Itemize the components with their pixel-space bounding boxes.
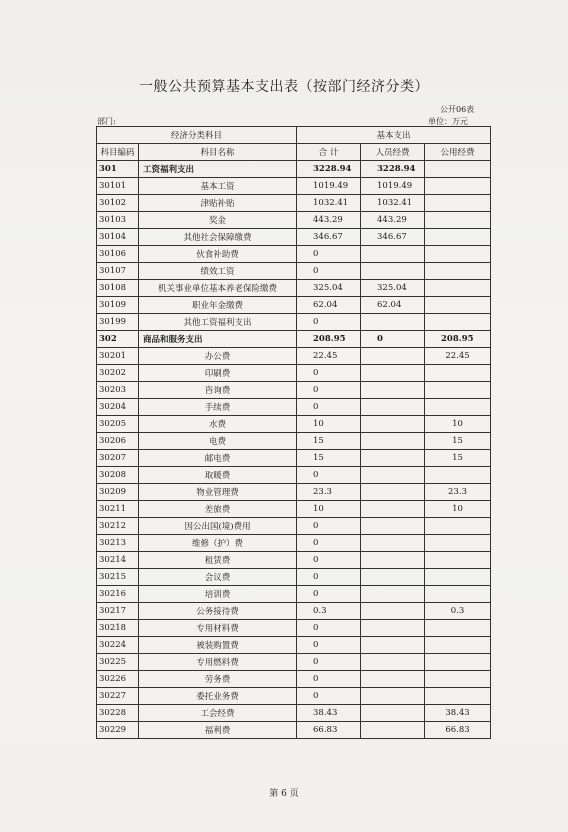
- row-public: [425, 552, 491, 569]
- row-public: [425, 195, 491, 212]
- row-name: 基本工资: [139, 178, 297, 195]
- row-total: 0: [297, 467, 361, 484]
- row-name: 培训费: [139, 586, 297, 603]
- row-total: 22.45: [297, 348, 361, 365]
- row-personnel: [361, 450, 425, 467]
- table-row: [97, 382, 491, 399]
- row-code: 30216: [97, 586, 139, 603]
- row-name: 津贴补贴: [139, 195, 297, 212]
- row-public: [425, 637, 491, 654]
- row-public: 66.83: [425, 722, 491, 739]
- row-public: [425, 365, 491, 382]
- row-code: 30228: [97, 705, 139, 722]
- row-code: 30203: [97, 382, 139, 399]
- row-personnel: [361, 467, 425, 484]
- row-personnel: [361, 569, 425, 586]
- row-code: 302: [97, 331, 139, 348]
- row-code: 30205: [97, 416, 139, 433]
- row-total: 0: [297, 518, 361, 535]
- row-code: 30104: [97, 229, 139, 246]
- form-number: 公开06表: [440, 105, 475, 114]
- row-total: 62.04: [297, 297, 361, 314]
- row-public: [425, 229, 491, 246]
- table-row: [97, 671, 491, 688]
- row-personnel: 443.29: [361, 212, 425, 229]
- table-row: [97, 552, 491, 569]
- row-total: 3228.94: [297, 161, 361, 178]
- row-total: 0: [297, 263, 361, 280]
- row-name: 印刷费: [139, 365, 297, 382]
- row-personnel: 0: [361, 331, 425, 348]
- table-row: [97, 603, 491, 620]
- row-total: 10: [297, 501, 361, 518]
- row-name: 邮电费: [139, 450, 297, 467]
- row-total: 10: [297, 416, 361, 433]
- row-personnel: 325.04: [361, 280, 425, 297]
- row-total: 0: [297, 688, 361, 705]
- row-personnel: [361, 416, 425, 433]
- row-name: 职业年金缴费: [139, 297, 297, 314]
- row-name: 电费: [139, 433, 297, 450]
- row-personnel: [361, 501, 425, 518]
- row-total: 0: [297, 382, 361, 399]
- row-public: [425, 518, 491, 535]
- row-code: 30206: [97, 433, 139, 450]
- table-row: [97, 722, 491, 739]
- row-code: 30213: [97, 535, 139, 552]
- row-name: 物业管理费: [139, 484, 297, 501]
- row-name: 专用燃料费: [139, 654, 297, 671]
- public-header: 公用经费: [425, 144, 491, 161]
- row-name: 维修（护）费: [139, 535, 297, 552]
- row-name: 水费: [139, 416, 297, 433]
- row-personnel: 3228.94: [361, 161, 425, 178]
- page-number: 第 6 页: [269, 789, 299, 799]
- row-personnel: 1019.49: [361, 178, 425, 195]
- row-code: 30227: [97, 688, 139, 705]
- table-row: [97, 178, 491, 195]
- row-public: [425, 263, 491, 280]
- row-public: 38.43: [425, 705, 491, 722]
- row-name: 租赁费: [139, 552, 297, 569]
- table-row: [97, 484, 491, 501]
- row-public: [425, 161, 491, 178]
- row-personnel: [361, 314, 425, 331]
- row-personnel: [361, 518, 425, 535]
- row-personnel: [361, 688, 425, 705]
- row-personnel: [361, 586, 425, 603]
- table-row: [97, 501, 491, 518]
- table-row: [97, 620, 491, 637]
- row-name: 机关事业单位基本养老保险缴费: [139, 280, 297, 297]
- row-name: 公务接待费: [139, 603, 297, 620]
- table-row: [97, 450, 491, 467]
- row-name: 办公费: [139, 348, 297, 365]
- table-row: [97, 314, 491, 331]
- basic-expense-header: 基本支出: [297, 127, 491, 144]
- row-personnel: [361, 654, 425, 671]
- row-code: 30215: [97, 569, 139, 586]
- row-code: 30102: [97, 195, 139, 212]
- row-code: 30108: [97, 280, 139, 297]
- row-public: [425, 620, 491, 637]
- row-total: 0: [297, 535, 361, 552]
- row-public: [425, 297, 491, 314]
- row-public: 10: [425, 501, 491, 518]
- row-name: 伙食补助费: [139, 246, 297, 263]
- row-name: 其他工资福利支出: [139, 314, 297, 331]
- row-name: 差旅费: [139, 501, 297, 518]
- row-public: [425, 280, 491, 297]
- row-name: 委托业务费: [139, 688, 297, 705]
- row-name: 奖金: [139, 212, 297, 229]
- row-name: 福利费: [139, 722, 297, 739]
- table-row: [97, 229, 491, 246]
- row-code: 30226: [97, 671, 139, 688]
- row-total: 346.67: [297, 229, 361, 246]
- table-row: [97, 348, 491, 365]
- row-name: 劳务费: [139, 671, 297, 688]
- table-row: [97, 518, 491, 535]
- row-public: [425, 246, 491, 263]
- row-name: 咨询费: [139, 382, 297, 399]
- row-personnel: [361, 399, 425, 416]
- row-total: 15: [297, 433, 361, 450]
- table-row: [97, 297, 491, 314]
- table-body: [97, 161, 491, 739]
- row-code: 30201: [97, 348, 139, 365]
- table-row: [97, 535, 491, 552]
- row-total: 0: [297, 314, 361, 331]
- table-row: [97, 654, 491, 671]
- row-public: [425, 671, 491, 688]
- personnel-header: 人员经费: [361, 144, 425, 161]
- row-name: 手续费: [139, 399, 297, 416]
- row-code: 30212: [97, 518, 139, 535]
- row-name: 被装购置费: [139, 637, 297, 654]
- row-personnel: 1032.41: [361, 195, 425, 212]
- row-code: 30225: [97, 654, 139, 671]
- row-total: 0: [297, 552, 361, 569]
- row-code: 30207: [97, 450, 139, 467]
- table-row: [97, 688, 491, 705]
- row-public: [425, 314, 491, 331]
- row-personnel: [361, 722, 425, 739]
- table-row: [97, 705, 491, 722]
- row-name: 工资福利支出: [139, 161, 297, 178]
- table-row: [97, 365, 491, 382]
- row-total: 0: [297, 620, 361, 637]
- row-name: 会议费: [139, 569, 297, 586]
- row-public: [425, 654, 491, 671]
- row-public: [425, 569, 491, 586]
- table-row: [97, 637, 491, 654]
- row-total: 208.95: [297, 331, 361, 348]
- row-public: 15: [425, 433, 491, 450]
- table-row: [97, 467, 491, 484]
- row-personnel: [361, 365, 425, 382]
- row-code: 30109: [97, 297, 139, 314]
- table-row: [97, 212, 491, 229]
- row-total: 0: [297, 586, 361, 603]
- row-public: [425, 212, 491, 229]
- row-total: 0: [297, 654, 361, 671]
- row-personnel: [361, 263, 425, 280]
- page-title: 一般公共预算基本支出表（按部门经济分类）: [139, 79, 429, 95]
- row-public: [425, 382, 491, 399]
- row-code: 30218: [97, 620, 139, 637]
- table-row: [97, 195, 491, 212]
- row-public: 0.3: [425, 603, 491, 620]
- row-total: 443.29: [297, 212, 361, 229]
- row-code: 30199: [97, 314, 139, 331]
- table-row: [97, 416, 491, 433]
- row-public: 22.45: [425, 348, 491, 365]
- row-personnel: [361, 433, 425, 450]
- row-public: [425, 688, 491, 705]
- unit-label: 单位：万元: [428, 117, 468, 126]
- budget-table: [96, 126, 491, 739]
- row-personnel: [361, 671, 425, 688]
- row-personnel: [361, 705, 425, 722]
- table-row: [97, 433, 491, 450]
- row-personnel: 346.67: [361, 229, 425, 246]
- row-code: 301: [97, 161, 139, 178]
- row-total: 0: [297, 671, 361, 688]
- row-code: 30202: [97, 365, 139, 382]
- row-public: 23.3: [425, 484, 491, 501]
- row-public: [425, 399, 491, 416]
- table-row: [97, 569, 491, 586]
- table-row: [97, 246, 491, 263]
- row-total: 66.83: [297, 722, 361, 739]
- row-total: 0: [297, 637, 361, 654]
- row-total: 0: [297, 569, 361, 586]
- row-code: 30208: [97, 467, 139, 484]
- row-code: 30106: [97, 246, 139, 263]
- row-code: 30101: [97, 178, 139, 195]
- row-personnel: [361, 535, 425, 552]
- row-total: 0: [297, 365, 361, 382]
- row-personnel: [361, 603, 425, 620]
- name-header: 科目名称: [139, 144, 297, 161]
- row-personnel: [361, 246, 425, 263]
- table-row: [97, 586, 491, 603]
- row-public: [425, 467, 491, 484]
- row-code: 30209: [97, 484, 139, 501]
- row-personnel: [361, 484, 425, 501]
- row-total: 15: [297, 450, 361, 467]
- econ-category-header: 经济分类科目: [97, 127, 297, 144]
- total-header: 合 计: [297, 144, 361, 161]
- row-total: 1019.49: [297, 178, 361, 195]
- row-name: 商品和服务支出: [139, 331, 297, 348]
- table-row: [97, 399, 491, 416]
- table-row: [97, 331, 491, 348]
- row-code: 30224: [97, 637, 139, 654]
- row-name: 工会经费: [139, 705, 297, 722]
- row-code: 30211: [97, 501, 139, 518]
- row-name: 其他社会保障缴费: [139, 229, 297, 246]
- row-personnel: [361, 348, 425, 365]
- row-code: 30107: [97, 263, 139, 280]
- row-public: 10: [425, 416, 491, 433]
- row-personnel: [361, 382, 425, 399]
- department-label: 部门:: [97, 117, 116, 126]
- row-code: 30204: [97, 399, 139, 416]
- table-row: [97, 161, 491, 178]
- row-total: 38.43: [297, 705, 361, 722]
- row-total: 0.3: [297, 603, 361, 620]
- row-personnel: 62.04: [361, 297, 425, 314]
- row-name: 专用材料费: [139, 620, 297, 637]
- row-code: 30217: [97, 603, 139, 620]
- row-name: 取暖费: [139, 467, 297, 484]
- row-code: 30103: [97, 212, 139, 229]
- row-personnel: [361, 637, 425, 654]
- row-total: 0: [297, 399, 361, 416]
- row-name: 因公出国(境)费用: [139, 518, 297, 535]
- row-code: 30229: [97, 722, 139, 739]
- row-personnel: [361, 620, 425, 637]
- row-personnel: [361, 552, 425, 569]
- row-public: [425, 535, 491, 552]
- row-total: 1032.41: [297, 195, 361, 212]
- row-public: 15: [425, 450, 491, 467]
- row-total: 23.3: [297, 484, 361, 501]
- row-name: 绩效工资: [139, 263, 297, 280]
- row-public: [425, 586, 491, 603]
- row-code: 30214: [97, 552, 139, 569]
- row-total: 0: [297, 246, 361, 263]
- row-public: [425, 178, 491, 195]
- code-header: 科目编码: [97, 144, 139, 161]
- row-total: 325.04: [297, 280, 361, 297]
- row-public: 208.95: [425, 331, 491, 348]
- table-row: [97, 263, 491, 280]
- table-row: [97, 280, 491, 297]
